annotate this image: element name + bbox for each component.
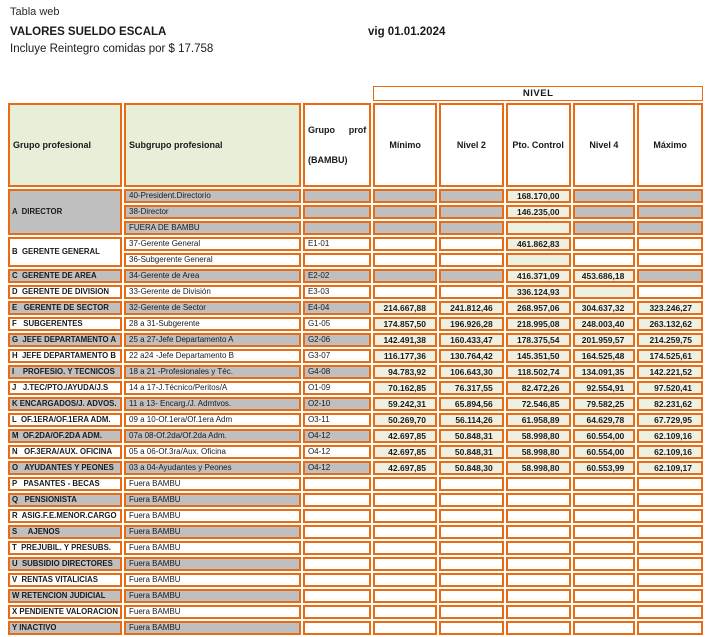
value-cell [373,285,437,299]
value-cell [573,621,636,635]
table-row [8,493,703,507]
value-cell [439,605,504,619]
value-cell [637,589,703,603]
value-cell [373,557,437,571]
value-cell: 214.259,75 [637,333,703,347]
spacer-cell [124,86,301,101]
bambu-code-cell [303,541,371,555]
group-cell: V RENTAS VITALICIAS [8,573,122,587]
table-row [8,189,703,203]
bambu-code-cell [303,493,371,507]
value-cell [373,621,437,635]
value-cell: 241.812,46 [439,301,504,315]
value-cell: 76.317,55 [439,381,504,395]
bambu-code-cell [303,205,371,219]
value-cell [637,573,703,587]
value-cell: 214.667,88 [373,301,437,315]
value-cell [439,237,504,251]
value-cell [573,189,636,203]
table-row [8,429,703,443]
value-cell [373,189,437,203]
value-cell [573,237,636,251]
bambu-header-word2: prof [348,125,367,135]
table-row [8,349,703,363]
nivel-band-header: NIVEL [373,86,703,101]
subgroup-cell: 11 a 13- Encarg./J. Admtvos. [124,397,301,411]
subgroup-cell: 14 a 17-J.Técnico/Peritos/A [124,381,301,395]
group-cell: X PENDIENTE VALORACION [8,605,122,619]
value-cell [637,525,703,539]
subgroup-cell: 33-Gerente de División [124,285,301,299]
bambu-code-cell [303,621,371,635]
table-row [8,461,703,475]
group-cell: M OF.2DA/OF.2DA ADM. [8,429,122,443]
subgroup-cell: 28 a 31-Subgerente [124,317,301,331]
group-cell: W RETENCION JUDICIAL [8,589,122,603]
group-cell: S AJENOS [8,525,122,539]
subgroup-cell: 09 a 10-Of.1era/Of.1era Adm [124,413,301,427]
table-row [8,605,703,619]
value-cell [373,525,437,539]
column-header-row [8,103,703,187]
table-row [8,525,703,539]
value-cell: 160.433,47 [439,333,504,347]
value-cell [506,589,571,603]
value-cell [573,605,636,619]
table-row [8,237,703,251]
bambu-code-cell: O1-09 [303,381,371,395]
subgroup-cell: 25 a 27-Jefe Departamento A [124,333,301,347]
subgroup-cell: FUERA DE BAMBU [124,221,301,235]
salary-table [6,84,705,637]
table-body [8,189,703,635]
value-cell [506,573,571,587]
value-cell: 60.554,00 [573,445,636,459]
value-cell [439,285,504,299]
bambu-code-cell: O3-11 [303,413,371,427]
value-cell [506,525,571,539]
group-cell: L OF.1ERA/OF.1ERA ADM. [8,413,122,427]
col-header-subgrupo-profesional: Subgrupo profesional [124,103,301,187]
value-cell [373,605,437,619]
value-cell [439,205,504,219]
value-cell [637,557,703,571]
bambu-header-line2: (BAMBU) [307,155,348,165]
value-cell [506,541,571,555]
value-cell: 168.170,00 [506,189,571,203]
bambu-header-line1 [308,125,366,135]
value-cell: 323.246,27 [637,301,703,315]
bambu-code-cell [303,589,371,603]
value-cell [573,205,636,219]
value-cell [573,493,636,507]
col-header-grupo-profesional: Grupo profesional [8,103,122,187]
value-cell: 56.114,26 [439,413,504,427]
salary-scale-table [6,84,705,637]
value-cell [637,285,703,299]
bambu-code-cell [303,221,371,235]
value-cell [637,477,703,491]
value-cell: 64.629,78 [573,413,636,427]
value-cell: 164.525,48 [573,349,636,363]
value-cell: 304.637,32 [573,301,636,315]
table-row [8,573,703,587]
bambu-code-cell [303,557,371,571]
subgroup-cell: Fuera BAMBU [124,493,301,507]
group-cell: E GERENTE DE SECTOR [8,301,122,315]
col-header-minimo: Mínimo [373,103,437,187]
subgroup-cell: 38-Director [124,205,301,219]
value-cell [373,589,437,603]
value-cell [637,221,703,235]
value-cell [573,509,636,523]
group-cell: D GERENTE DE DIVISION [8,285,122,299]
value-cell: 118.502,74 [506,365,571,379]
value-cell: 82.231,62 [637,397,703,411]
table-row [8,269,703,283]
bambu-code-cell [303,253,371,267]
bambu-code-cell: E1-01 [303,237,371,251]
value-cell [506,509,571,523]
group-cell: G JEFE DEPARTAMENTO A [8,333,122,347]
document-tag: Tabla web [10,6,60,18]
subgroup-cell: Fuera BAMBU [124,557,301,571]
value-cell [506,477,571,491]
subgroup-cell: Fuera BAMBU [124,541,301,555]
value-cell: 178.375,54 [506,333,571,347]
group-cell: U SUBSIDIO DIRECTORES [8,557,122,571]
nivel-band-row [8,86,703,101]
group-cell: K ENCARGADOS/J. ADVOS. [8,397,122,411]
value-cell: 461.862,83 [506,237,571,251]
value-cell: 82.472,26 [506,381,571,395]
value-cell [637,605,703,619]
group-cell: P PASANTES - BECAS [8,477,122,491]
value-cell [439,525,504,539]
bambu-code-cell [303,525,371,539]
value-cell [573,541,636,555]
value-cell: 61.958,89 [506,413,571,427]
value-cell [637,237,703,251]
spacer-cell [8,86,122,101]
subgroup-cell: Fuera BAMBU [124,589,301,603]
value-cell: 416.371,09 [506,269,571,283]
value-cell [506,253,571,267]
value-cell: 92.554,91 [573,381,636,395]
value-cell [573,573,636,587]
value-cell [439,509,504,523]
value-cell: 106.643,30 [439,365,504,379]
value-cell [637,269,703,283]
value-cell: 72.546,85 [506,397,571,411]
group-cell: T PREJUBIL. Y PRESUBS. [8,541,122,555]
bambu-code-cell: G3-07 [303,349,371,363]
table-row [8,557,703,571]
group-cell: B GERENTE GENERAL [8,237,122,267]
value-cell: 79.582,25 [573,397,636,411]
value-cell [373,253,437,267]
value-cell [506,605,571,619]
value-cell: 268.957,06 [506,301,571,315]
value-cell [506,557,571,571]
value-cell: 50.269,70 [373,413,437,427]
subgroup-cell: 34-Gerente de Area [124,269,301,283]
table-row [8,397,703,411]
table-row [8,445,703,459]
value-cell [637,509,703,523]
subgroup-cell: Fuera BAMBU [124,525,301,539]
group-cell: R ASIG.F.E.MENOR.CARGO [8,509,122,523]
value-cell [637,621,703,635]
value-cell [573,285,636,299]
bambu-code-cell [303,477,371,491]
value-cell [573,589,636,603]
bambu-code-cell: G4-08 [303,365,371,379]
value-cell: 60.554,00 [573,429,636,443]
bambu-code-cell: E2-02 [303,269,371,283]
value-cell [373,221,437,235]
page-title: VALORES SUELDO ESCALA [10,26,167,38]
value-cell [637,253,703,267]
value-cell: 145.351,50 [506,349,571,363]
value-cell: 58.998,80 [506,429,571,443]
table-row [8,621,703,635]
value-cell [373,493,437,507]
value-cell [637,541,703,555]
value-cell [506,493,571,507]
value-cell: 62.109,16 [637,429,703,443]
title-line [10,26,700,38]
page-subtitle: Incluye Reintegro comidas por $ 17.758 [10,43,214,55]
table-row [8,285,703,299]
subgroup-cell: Fuera BAMBU [124,621,301,635]
bambu-header-word1: Grupo [307,125,335,135]
bambu-code-cell [303,605,371,619]
value-cell: 60.553,99 [573,461,636,475]
bambu-code-cell: E3-03 [303,285,371,299]
value-cell: 62.109,16 [637,445,703,459]
subgroup-cell: 18 a 21 -Profesionales y Téc. [124,365,301,379]
value-cell [373,541,437,555]
value-cell [439,589,504,603]
value-cell: 50.848,31 [439,429,504,443]
value-cell: 453.686,18 [573,269,636,283]
group-cell: H JEFE DEPARTAMENTO B [8,349,122,363]
value-cell [439,493,504,507]
group-cell: I PROFESIO. Y TECNICOS [8,365,122,379]
group-cell: C GERENTE DE AREA [8,269,122,283]
subgroup-cell: Fuera BAMBU [124,477,301,491]
subgroup-cell: 05 a 06-Of.3ra/Aux. Oficina [124,445,301,459]
value-cell: 42.697,85 [373,461,437,475]
group-cell: J J.TEC/PTO./AYUDA/J.S [8,381,122,395]
group-cell: Q PENSIONISTA [8,493,122,507]
value-cell [439,221,504,235]
col-header-nivel2: Nivel 2 [439,103,504,187]
value-cell [573,253,636,267]
group-cell: N OF.3ERA/AUX. OFICINA [8,445,122,459]
value-cell: 62.109,17 [637,461,703,475]
table-row [8,541,703,555]
value-cell [373,573,437,587]
bambu-code-cell: G1-05 [303,317,371,331]
value-cell: 134.091,35 [573,365,636,379]
value-cell: 174.525,61 [637,349,703,363]
value-cell [439,573,504,587]
value-cell [573,477,636,491]
value-cell: 59.242,31 [373,397,437,411]
bambu-code-cell: O2-10 [303,397,371,411]
value-cell: 42.697,85 [373,429,437,443]
value-cell: 248.003,40 [573,317,636,331]
value-cell: 218.995,08 [506,317,571,331]
spacer-cell [303,86,371,101]
value-cell [439,253,504,267]
subgroup-cell: 40-President.Directorio [124,189,301,203]
value-cell [637,189,703,203]
bambu-code-cell: O4-12 [303,461,371,475]
value-cell [373,205,437,219]
value-cell [573,525,636,539]
value-cell: 67.729,95 [637,413,703,427]
value-cell [439,621,504,635]
value-cell: 263.132,62 [637,317,703,331]
value-cell [373,477,437,491]
value-cell [373,509,437,523]
col-header-maximo: Máximo [637,103,703,187]
value-cell [506,621,571,635]
subgroup-cell: 32-Gerente de Sector [124,301,301,315]
bambu-code-cell [303,509,371,523]
value-cell [573,557,636,571]
value-cell: 65.894,56 [439,397,504,411]
value-cell: 201.959,57 [573,333,636,347]
col-header-nivel4: Nivel 4 [573,103,636,187]
value-cell: 58.998,80 [506,445,571,459]
value-cell [573,221,636,235]
value-cell [373,237,437,251]
subgroup-cell: 07a 08-Of.2da/Of.2da Adm. [124,429,301,443]
table-row [8,381,703,395]
value-cell [439,557,504,571]
table-row [8,477,703,491]
col-header-pto-control: Pto. Control [506,103,571,187]
table-row [8,365,703,379]
bambu-code-cell [303,573,371,587]
table-row [8,301,703,315]
table-row [8,589,703,603]
group-cell: O AYUDANTES Y PEONES [8,461,122,475]
value-cell: 146.235,00 [506,205,571,219]
subgroup-cell: Fuera BAMBU [124,573,301,587]
value-cell: 42.697,85 [373,445,437,459]
group-cell: F SUBGERENTES [8,317,122,331]
value-cell: 174.857,50 [373,317,437,331]
bambu-code-cell [303,189,371,203]
value-cell [506,221,571,235]
subgroup-cell: 22 a24 -Jefe Departamento B [124,349,301,363]
value-cell: 70.162,85 [373,381,437,395]
value-cell: 97.520,41 [637,381,703,395]
subgroup-cell: 37-Gerente General [124,237,301,251]
value-cell: 50.848,31 [439,445,504,459]
subgroup-cell: 03 a 04-Ayudantes y Peones [124,461,301,475]
value-cell: 142.221,52 [637,365,703,379]
table-row [8,333,703,347]
value-cell: 142.491,38 [373,333,437,347]
bambu-code-cell: E4-04 [303,301,371,315]
value-cell: 58.998,80 [506,461,571,475]
vigency-date: vig 01.01.2024 [368,26,446,38]
bambu-code-cell: G2-06 [303,333,371,347]
value-cell: 130.764,42 [439,349,504,363]
value-cell [439,189,504,203]
subgroup-cell: Fuera BAMBU [124,509,301,523]
value-cell: 50.848,30 [439,461,504,475]
value-cell [439,269,504,283]
group-cell: A DIRECTOR [8,189,122,235]
group-cell: Y INACTIVO [8,621,122,635]
subgroup-cell: 36-Subgerente General [124,253,301,267]
table-row [8,413,703,427]
bambu-code-cell: O4-12 [303,445,371,459]
bambu-code-cell: O4-12 [303,429,371,443]
value-cell [637,205,703,219]
col-header-grupo-prof-bambu [303,103,371,187]
value-cell: 336.124,93 [506,285,571,299]
value-cell [637,493,703,507]
value-cell: 94.783,92 [373,365,437,379]
subgroup-cell: Fuera BAMBU [124,605,301,619]
value-cell [439,477,504,491]
table-row [8,317,703,331]
value-cell [373,269,437,283]
value-cell: 116.177,36 [373,349,437,363]
table-row [8,509,703,523]
value-cell: 196.926,28 [439,317,504,331]
value-cell [439,541,504,555]
